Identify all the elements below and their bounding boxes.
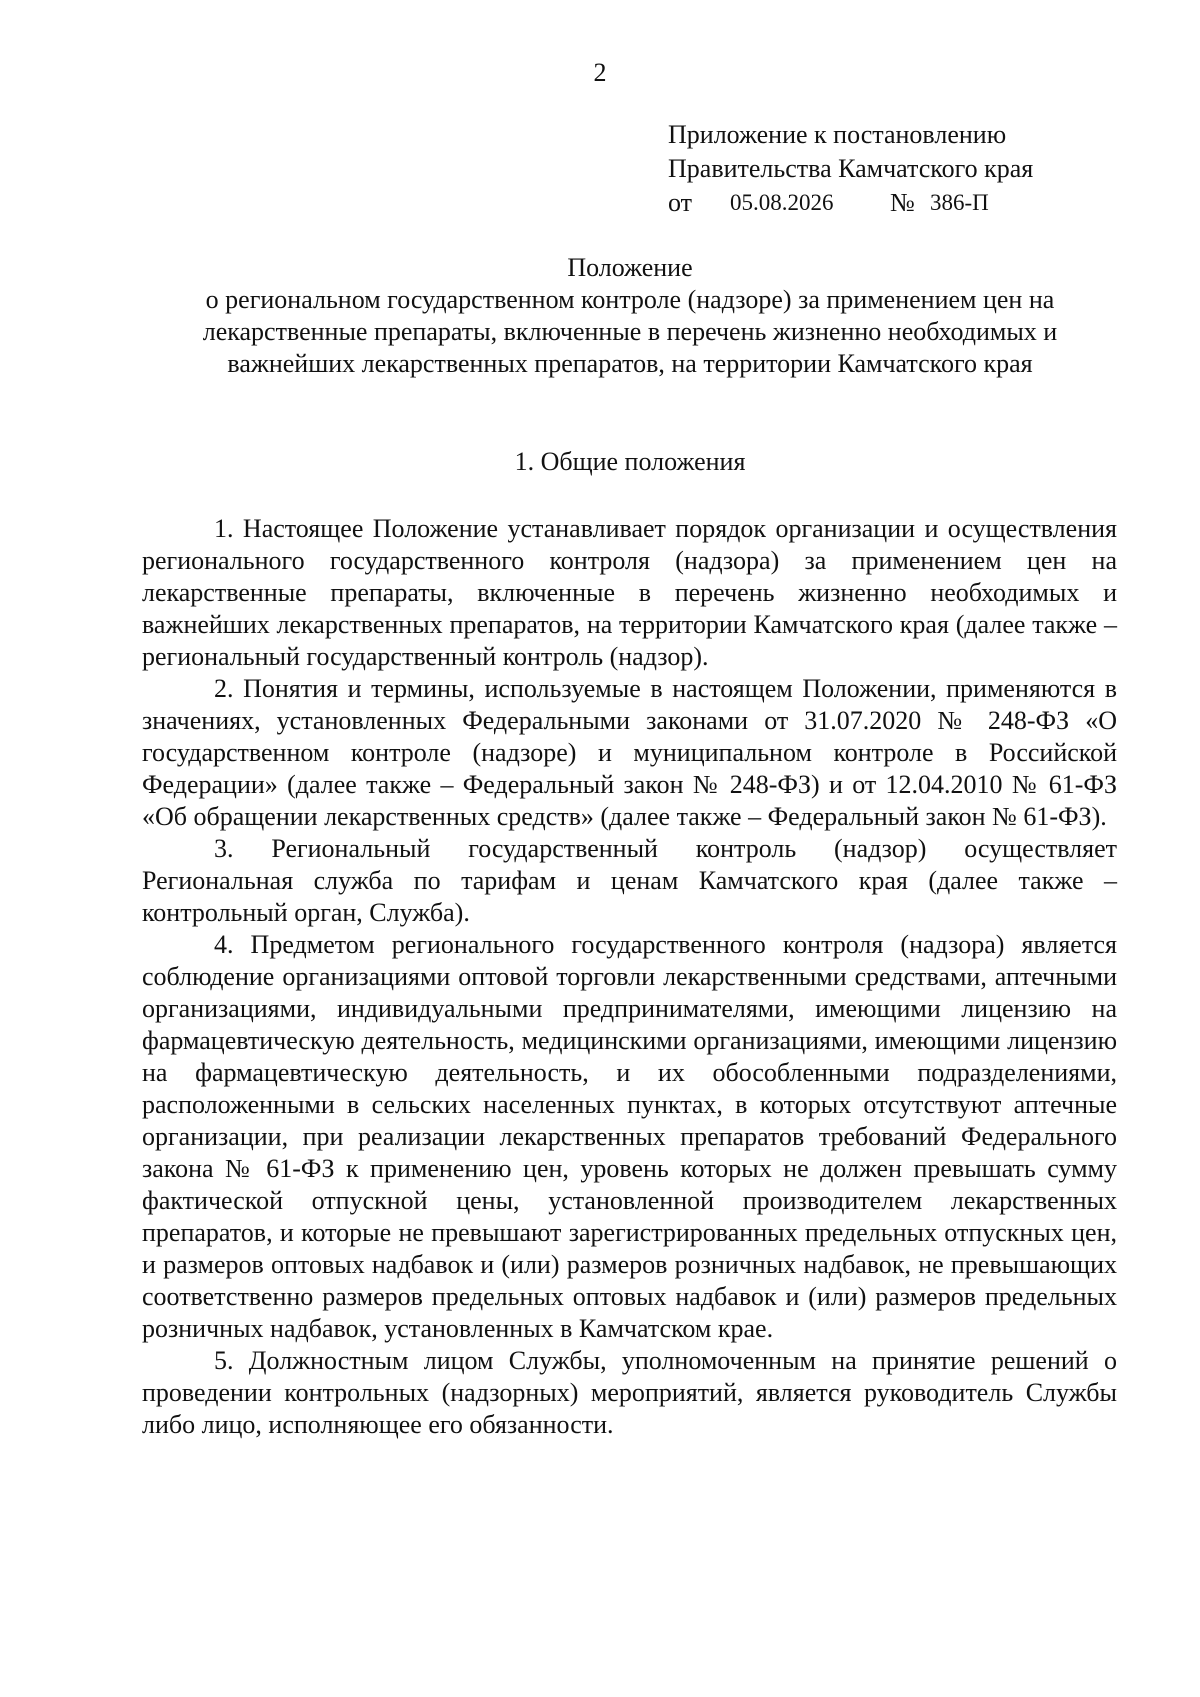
paragraph-3: 3. Региональный государственный контроль (надзор) осуществляет Региональная служба по тарифам и ценам Камчатского края (далее также – контрольный орган, Служба). — [142, 834, 1117, 927]
paragraph-2: 2. Понятия и термины, используемые в настоящем Положении, применяются в значениях, установленных Федеральными законами от 31.07.2020 № 248-ФЗ «О государственном контроле (надзоре) и муниципальном контроле в Российской Федерации» (далее также – Федеральный закон № 248-ФЗ) и от 12.04.2010 № 61-ФЗ «Об обращении лекарственных средств» (далее также – Федеральный закон № 61-ФЗ). — [142, 674, 1117, 831]
appendix-number: 386-П — [930, 190, 989, 215]
document-title — [130, 252, 1130, 380]
title-line-2: о региональном государственном контроле (надзоре) за применением цен на — [205, 285, 1055, 314]
appendix-reference — [668, 186, 1033, 220]
appendix-line-1: Приложение к постановлению — [668, 120, 1007, 149]
paragraph-5: 5. Должностным лицом Службы, уполномоченным на принятие решений о проведении контрольных (надзорных) мероприятий, является руководитель Службы либо лицо, исполняющее его обязанности. — [142, 1346, 1117, 1439]
title-line-4: важнейших лекарственных препаратов, на территории Камчатского края — [227, 349, 1033, 378]
appendix-header — [668, 118, 1033, 220]
title-line-3: лекарственные препараты, включенные в перечень жизненно необходимых и — [202, 317, 1058, 346]
appendix-from-label: от — [668, 188, 693, 217]
paragraph-4: 4. Предметом регионального государственного контроля (надзора) является соблюдение организациями оптовой торговли лекарственными средствами, аптечными организациями, индивидуальными предпринимателями, имеющими лицензию на фармацевтическую деятельность, медицинскими организациями, имеющими лицензию на фармацевтическую деятельность, и их обособленными подразделениями, расположенными в сельских населенных пунктах, в которых отсутствуют аптечные организации, при реализации лекарственных препаратов требований Федерального закона № 61-ФЗ к применению цен, уровень которых не должен превышать сумму фактической отпускной цены, установленной производителем лекарственных препаратов, и которые не превышают зарегистрированных предельных отпускных цен, и размеров оптовых надбавок и (или) размеров розничных надбавок, не превышающих соответственно размеров предельных оптовых надбавок и (или) размеров предельных розничных надбавок, установленных в Камчатском крае. — [142, 930, 1117, 1343]
appendix-line-2: Правительства Камчатского края — [668, 154, 1034, 183]
appendix-date: 05.08.2026 — [730, 190, 834, 215]
appendix-number-sign: № — [890, 188, 915, 217]
page-number: 2 — [593, 58, 607, 87]
section-heading: 1. Общие положения — [514, 447, 746, 476]
paragraph-1: 1. Настоящее Положение устанавливает порядок организации и осуществления регионального государственного контроля (надзора) за применением цен на лекарственные препараты, включенные в перечень жизненно необходимых и важнейших лекарственных препаратов, на территории Камчатского края (далее также – региональный государственный контроль (надзор). — [142, 514, 1117, 671]
title-line-1: Положение — [567, 253, 693, 282]
body-text — [142, 513, 1117, 1441]
